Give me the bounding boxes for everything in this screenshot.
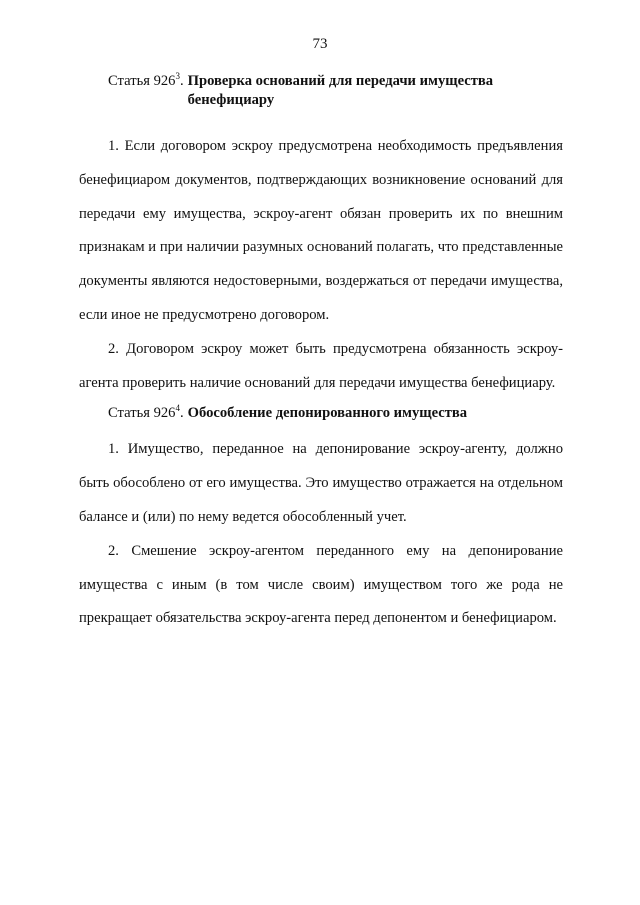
paragraph: 1. Имущество, переданное на депонирование эскроу-агенту, должно быть обособлено от его имущества. Это имущество отражается на отдельном балансе и (или) по нему ведется обособленный учет. (79, 441, 563, 525)
article-heading-9264 (79, 404, 563, 423)
article-label: Статья $926^3$. (108, 71, 184, 89)
document-body (79, 72, 563, 636)
article-title: Обособление депонированного имущества (187, 405, 468, 422)
article-heading-9263 (79, 72, 563, 110)
article-title: Проверка оснований для передачи имущества бенефициару (187, 73, 494, 108)
paragraph: 2. Договором эскроу может быть предусмотрена обязанность эскроу-агента проверить наличие оснований для передачи имущества бенефициару. (79, 340, 563, 391)
page-number: 73 (312, 36, 328, 52)
article-label: Статья $926^4$. (108, 403, 184, 422)
paragraph: 1. Если договором эскроу предусмотрена необходимость предъявления бенефициаром документов, подтверждающих возникновение оснований для передачи ему имущества, эскроу-агент обязан проверить их по внешним признакам и при наличии разумных оснований полагать, что представленные документы являются недостоверными, воздержаться от передачи имущества, если иное не предусмотрено договором. (79, 138, 563, 323)
paragraph: 2. Смешение эскроу-агентом переданного ему на депонирование имущества с иным (в том числе своим) имуществом того же рода не прекращает обязательства эскроу-агента перед депонентом и бенефициаром. (79, 542, 563, 627)
